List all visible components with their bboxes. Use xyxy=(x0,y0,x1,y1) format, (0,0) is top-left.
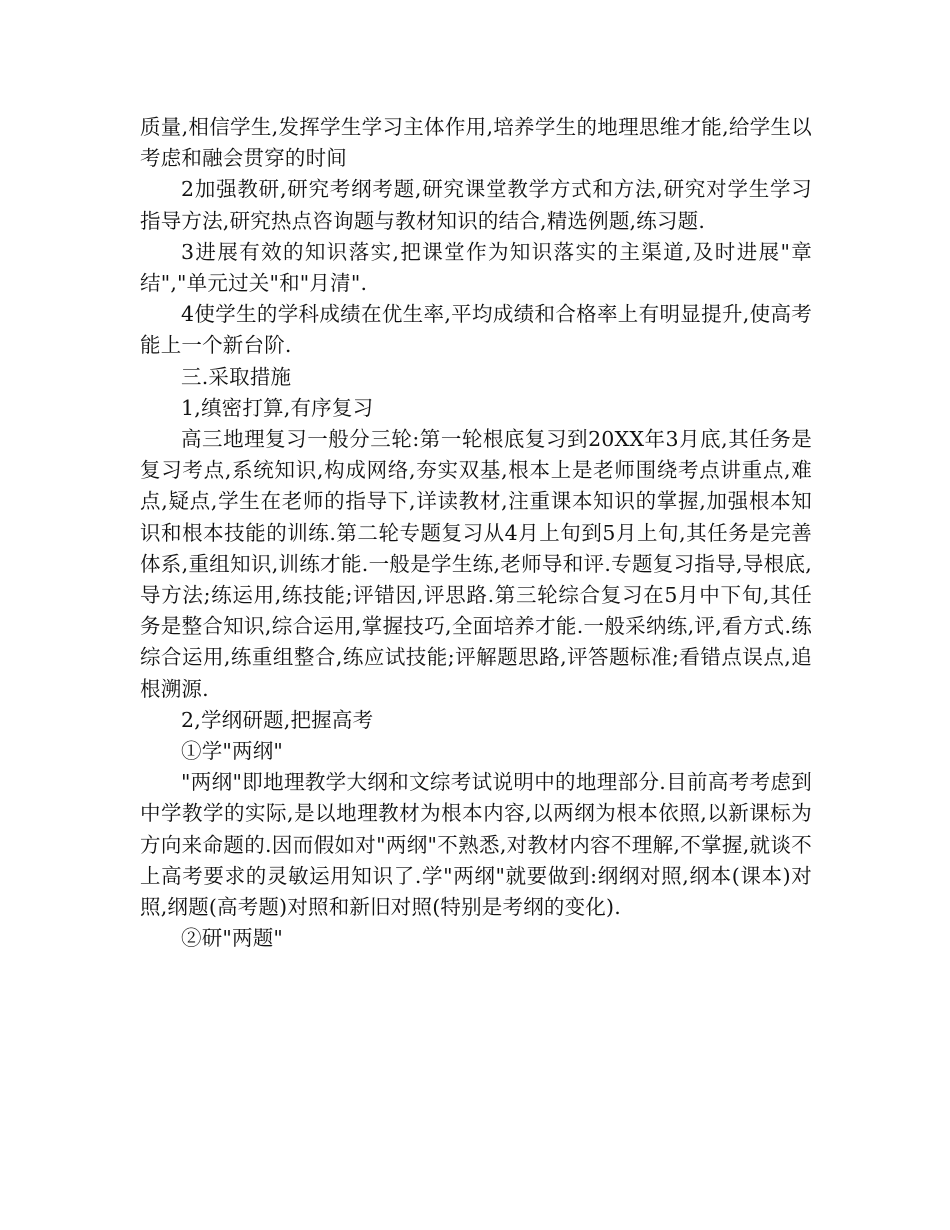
paragraph-item-2: 2加强教研,研究考纲考题,研究课堂教学方式和方法,研究对学生学习指导方法,研究热点咨询题与教材知识的结合,精选例题,练习题. xyxy=(140,177,812,233)
paragraph-item-4: 4使学生的学科成绩在优生率,平均成绩和合格率上有明显提升,使高考能上一个新台阶. xyxy=(140,302,812,358)
section-heading-measures: 三.采取措施 xyxy=(181,364,292,389)
paragraph-continuation: 质量,相信学生,发挥学生学习主体作用,培养学生的地理思维才能,给学生以考虑和融会贯穿的时间 xyxy=(140,115,812,171)
paragraph-item-3: 3进展有效的知识落实,把课堂作为知识落实的主渠道,及时进展"章结","单元过关"和"月清". xyxy=(140,239,812,296)
subheading-study-two-questions: ②研"两题" xyxy=(181,926,284,951)
subheading-plan-review: 1,缜密打算,有序复习 xyxy=(181,395,374,420)
subheading-study-outline: 2,学纲研题,把握高考 xyxy=(181,707,374,732)
document-page xyxy=(140,112,812,954)
paragraph-review-rounds: 高三地理复习一般分三轮:第一轮根底复习到20XX年3月底,其任务是复习考点,系统知识,构成网络,夯实双基,根本上是老师围绕考点讲重点,难点,疑点,学生在老师的指导下,详读教材,注重课本知识的掌握,加强根本知识和根本技能的训练.第二轮专题复习从4月上旬到5月上旬,其任务是完善体系,重组知识,训练才能.一般是学生练,老师导和评.专题复习指导,导根底,导方法;练运用,练技能;评错因,评思路.第三轮综合复习在5月中下旬,其任务是整合知识,综合运用,掌握技巧,全面培养才能.一般采纳练,评,看方式.练综合运用,练重组整合,练应试技能;评解题思路,评答题标准;看错点误点,追根溯源. xyxy=(140,427,812,701)
subheading-learn-two-outlines: ①学"两纲" xyxy=(181,739,284,764)
paragraph-two-outlines: "两纲"即地理教学大纲和文综考试说明中的地理部分.目前高考考虑到中学教学的实际,是以地理教材为根本内容,以两纲为根本依照,以新课标为方向来命题的.因而假如对"两纲"不熟悉,对教材内容不理解,不掌握,就谈不上高考要求的灵敏运用知识了.学"两纲"就要做到:纲纲对照,纲本(课本)对照,纲题(高考题)对照和新旧对照(特别是考纲的变化). xyxy=(140,770,812,920)
